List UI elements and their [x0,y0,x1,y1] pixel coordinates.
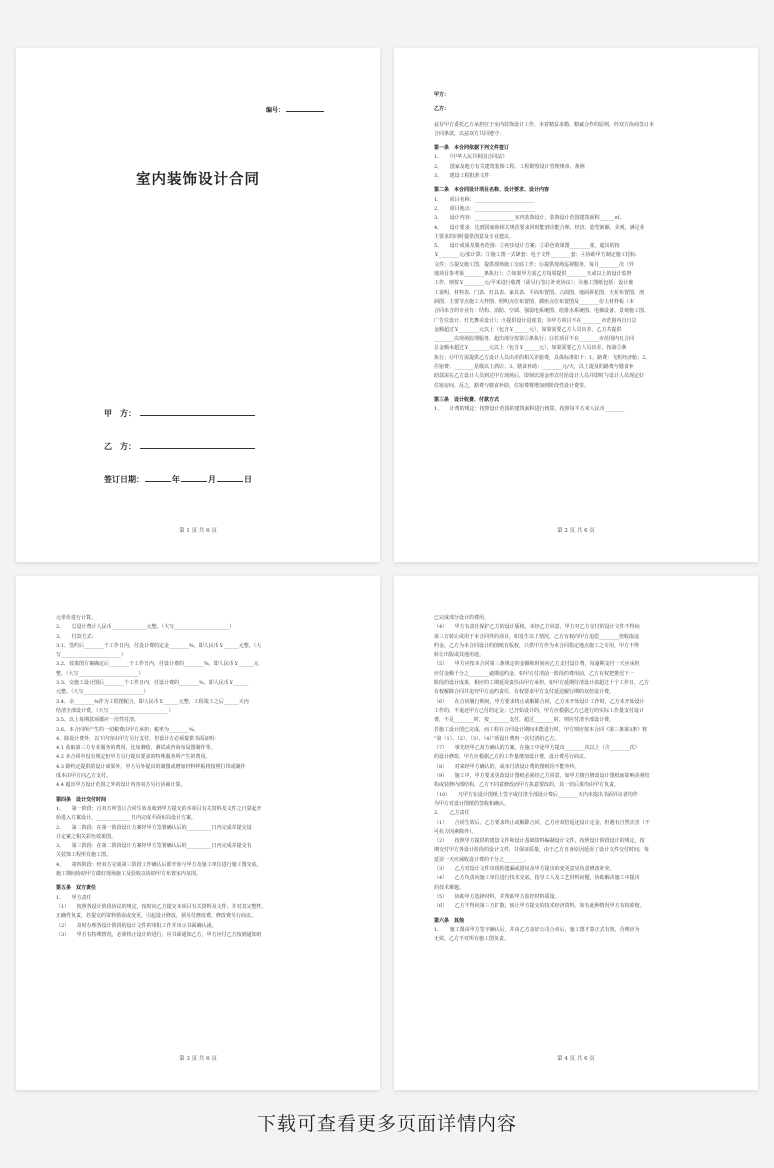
paragraph-line: 若施工设计图已完成，而工程在合同设计期间未能进行时，甲方则应按本合同《第三条第3条》将 [434,726,648,733]
doc-number-blank [286,111,324,112]
paragraph-line: 4、除设计费外，以下内容由甲方另行支付，但设计方必须提供书面证明： [56,735,220,742]
paragraph-line: （9） 施工中，甲方要求更改设计图纸必须经乙方同意，如甲方擅自修改设计图纸而影响美观结 [434,773,650,780]
paragraph-line: 住宿费：________星级以上酒店；3、膳食补助：________元/天，以上提及的路费与膳食补 [434,364,634,371]
paragraph-line: 1、 计费的规定：按照设计范围的建筑面积进行核算，按照每平方米人民币________ [434,406,625,413]
paragraph-line: 1、 施工图由甲方签字确认后，并由乙方盖好公司合章后，施工图才算正式有效，否则应为 [434,926,640,933]
paragraph-line: （6） 在合同履行期间，甲方要求终止或解除合同，乙方未开始设计工作时，乙方未开始设计 [434,698,645,705]
page-number: 第 3 页 共 6 页 [179,1056,217,1062]
page-number: 第 1 页 共 6 页 [179,528,217,534]
paragraph-line: 构或装修内部结构，乙方不同意修改而甲方执意要改的，其一切后果均由甲方负责。 [434,782,620,789]
section-heading: 第三条 设计收费、付款方式 [434,396,500,403]
paragraph-line: 主要求的同时提供创意及专业建议。 [434,233,515,240]
paragraph-line: 兹有甲方委托乙方承担位于室内装饰设计工作，本着精益求精、精诚合作的原则，经双方协商签订本 [434,121,655,128]
download-banner: 下载可查看更多页面详情内容 [256,1113,517,1135]
section-heading: 甲方： [434,92,450,98]
paragraph-line: 2、 第二阶段：在第一阶段设计方案经甲方签署确认后的__________日内完成并提交设 [56,824,252,831]
paragraph-line: 4.2 本合同中没有规定但甲方另行提出要求的特殊服务所产生的费用。 [56,754,211,761]
contract-page-2 [394,48,758,562]
party-a-blank [140,415,255,416]
paragraph-line: 4.3 除约定提供的设计成果外，甲方另外提出的制图或增加材料样板将按照打印或制作 [56,763,246,770]
paragraph-line: （4） 乙方负责向施工单位进行技术交底，指导工人及工艺材料问题，协助解决施工中提出 [434,875,640,882]
section-heading: 第五条 双方责任 [56,885,97,892]
paragraph-line: 成本由甲方向乙方支付。 [56,773,112,780]
paragraph-line: 4.4 超出甲方设计范围之外的设计内容双方另行协商计算。 [56,782,186,789]
paragraph-line: 2、 乙方责任 [434,810,470,817]
paragraph-line: 3.6、本合同所产生的一切税费由甲方承担；税率为________%。 [56,726,199,733]
party-a-label: 甲 方： [104,408,136,418]
party-b-blank [140,448,255,449]
paragraph-line: （8） 对来经甲方确认的，或未付清设计费的图纸均不能外传。 [434,763,580,770]
paragraph-line: 5、 设计成果及服务范围：①初步设计方案；②彩色效果图________张，超出的按 [434,243,620,250]
paragraph-line: （5） 协助甲方选择材料，并帮助甲方监控材料质量。 [434,893,560,900]
paragraph-line: 计定案之相关彩色效果图。 [56,833,117,840]
page-body [434,614,718,944]
paragraph-line: 元单价进行计算。 [56,615,97,621]
month-blank [181,481,207,482]
paragraph-line: 期交付甲方各设计阶段的设计文件，并保证质量，由于乙方自身原因延误了设计文件交付时间，每 [434,847,650,854]
paragraph-line: 元整。（大写________________________） [56,689,149,696]
paragraph-line: 的设计修改，甲方应根据乙方的工作量增加设计费，设计费另行商议。 [434,754,590,761]
section-heading: 第一条 本合同依据下列文件签订 [434,145,510,152]
paragraph-line: 地项目参考第________条执行）；⑦如果甲方需乙方每周提供________天或以上的设计监督 [434,271,632,278]
paragraph-line: 2、 国家及地方有关建筑装饰工程、工程勘察设计管理规章、条例 [434,163,585,170]
paragraph-line: “第（1）、（2）、（3）、（4）”项设计费再一次付清给乙方。 [434,735,560,742]
paragraph-line: 3.4、余________%作为工程图配合，即人民币￥______元整，工程竣工之后______天内 [56,698,249,705]
month-label: 月 [208,474,216,484]
section-heading: 乙方： [434,106,450,113]
paragraph-line: 合同未含的专业有：结构、消防、空调、强弱电系统图、给排水系统图、电梯设备、景观施工图、 [434,308,650,315]
paragraph-line: 阶段的设计成果，相应的工期延误责任由甲方承担，如甲方延期付清设计款超过十个工作日，乙方 [434,680,650,687]
paragraph-line: 广告位设计、灯光舞美设计）；⑨提供设计进度表；⑩甲方项目不在________市范围内自日总 [434,317,637,324]
paragraph-line: 工说明、材料表、门表、灯具表、家具表、平面布置图、立面图、地面拼花图、天花布置图、剖 [434,289,645,296]
paragraph-line: （1） 合同生效后，乙方要求终止或解除合同，乙方应双倍返还设计定金，但遇有自然灾害（不 [434,819,650,826]
paragraph-line: 1、 项目名称：________________________ [434,196,535,203]
paragraph-line: 1、 《中华人民共和国合同法》 [434,154,508,161]
page-body [56,614,340,940]
paragraph-line: 4、 设计要求：达到国家和相关规范要求同时能到功能合理、经济、造型新颖、美观，满足业 [434,224,645,231]
year-label: 年 [172,474,180,484]
paragraph-line: 3.3、交施工设计图后________个工作日内，付设计费的________%，即人民币￥______ [56,680,249,687]
paragraph-line: 为甲方对设计图纸的签收和确认。 [434,800,510,807]
paragraph-line: （10） 凡甲方在设计图纸上签字或付清全部设计费后________天内未提出书面异议者均作 [434,791,638,798]
paragraph-line: 文件；⑤提交施工图，提供现场施工交底工作；⑥提供现场巡视服务，每月________次（异 [434,261,635,268]
paragraph-line: 3、 付款方式： [56,633,97,640]
date-label: 签订日期： [104,474,144,484]
paragraph-line: 整。（大写________________________） [56,670,144,677]
paragraph-line: 3.5、以上每期款项都应一次性付清。 [56,717,139,724]
paragraph-line: 住宿房间，反之，路费与膳食补助，住宿费将增加到阶段性设计费里。 [434,382,590,389]
paragraph-line: 2、 总设计费计人民币______________元整。（大写______________________） [56,624,235,631]
paragraph-line: 可抗力因素除外）。 [434,828,477,835]
section-heading: 第六条 其他 [434,917,465,924]
paragraph-line: 第三方转让或用于本合同外的项目，如发生以上情况，乙方有权向甲方追偿________倍收取违 [434,633,640,640]
section-heading: 第二条 本合同设计项目名称、设计要求、设计内容 [434,187,550,194]
paragraph-line: （7） 事先经甲乙双方确认的方案，在施工中途甲方提出________次以上（含________次） [434,745,640,752]
page-number: 第 2 页 共 6 页 [557,528,595,534]
paragraph-line: 4.1 获取第三方专业服务的费用，比如测绘、测试或咨询布局图制作等。 [56,745,216,752]
paragraph-line: 工作，则按￥________元/平米进行收费（需另行签订补充协议）；⑧施工图纸包括：设计施 [434,280,634,287]
paragraph-line: ________次现场监理服务，超出部分按第⑤条执行；⑪若项目不在________市范围内且合同 [434,336,635,343]
paragraph-line: 关装饰工程所有施工图。 [56,852,112,859]
paragraph-line: 无效，乙方不对所有施工图负责。 [434,936,510,943]
page-number: 第 4 页 共 6 页 [557,1056,595,1062]
paragraph-line: 正确性负责，若提交的资料错误或变更，引起设计修改，须另付修改费，修改费另行商议。 [56,913,257,920]
contract-title: 室内装饰设计合同 [136,171,260,188]
party-b-signature [104,441,255,452]
section-heading: 第四条 设计交付时间 [56,796,107,803]
paragraph-line: 4、 第四阶段：经双方完成第三阶段工作确认后即开始与甲方及施工单位进行施工图交底， [56,861,262,868]
party-b-label: 乙 方： [104,441,136,451]
paragraph-line: 始进入方案设计，______________日内完成平面布局设计方案。 [56,815,197,822]
day-blank [217,481,243,482]
paragraph-line: 1、 甲方责任 [56,894,92,901]
year-blank [145,481,171,482]
paragraph-line: 结清全部设计费。（大写________________________） [56,707,174,714]
paragraph-line: 有权解除合同并追究甲方违约责任，有权要求甲方支付延迟履行期的双倍设计费。 [434,689,615,696]
paragraph-line: 1、 第一阶段：自双方所签订合同生效及收到甲方提交的本项目有关资料及文件之日算起开 [56,805,262,812]
paragraph-line: 3、 设计内容：________________室内装饰设计，装饰设计范围建筑面积______㎡。 [434,215,625,222]
page-body [434,86,718,415]
party-a-signature [104,408,255,419]
contract-page-1 [16,48,380,562]
paragraph-line: 2、 项目地点：________________________ [434,205,535,212]
paragraph-line: （3） 甲方有特殊情况，必须终止设计的进行，应书面通知乙方，甲方应付乙方按到通知时 [56,931,262,938]
paragraph-line: 施工期间协助甲方做好现场施工及验收以协助甲方布置室内氛围。 [56,871,202,878]
paragraph-line: （6） 乙方不得向第三方扩散、转让甲方提交的技术经济资料，如有此种情况甲方有权索赔。 [434,903,645,910]
paragraph-line: 执行；⑫甲方需提供乙方设计人员出差的相关差旅费，具体标准如下：1、路费：飞机经济舱；2、 [434,354,651,361]
paragraph-line: 3、 第三阶段：在第二阶段设计方案经甲方签署确认后的__________日内完成并提交有 [56,843,252,850]
paragraph-line: 总金额未超过￥________元以上（包含￥______元），如果需要乙方人员出差，按第⑤条 [434,345,627,352]
paragraph-line: （3） 乙方对设计文件出现的遗漏或错误及甲方提出的变更意见负责修改补充。 [434,866,615,873]
paragraph-line: 的技术难题。 [434,884,465,891]
paragraph-line: 延误一天应减收设计费的千分之________。 [434,856,530,863]
doc-number [266,105,324,114]
contract-page-3 [16,576,380,1090]
signing-date [104,474,252,485]
paragraph-line: 应付金额千分之________逾期违约金，如甲方付清前一阶段的费用前，乙方有权把推迟下一 [434,670,635,677]
paragraph-line: 转让出版或其他用途。 [434,652,485,659]
paragraph-line: （2） 按照甲方提供的建设文件和设计基础资料编制设计文件，按照设计阶段设计的规定，按 [434,838,645,845]
paragraph-line: 金额超过￥________元以上（包含￥______元），如果需要乙方人员出差，乙方共提供 [434,326,622,333]
paragraph-line: ￥________元/张计算；③施工图一式肆套：电子文件________套；④协助甲方制定施工招标 [434,252,636,259]
paragraph-line: 写________________________） [56,652,127,659]
contract-page-4 [394,576,758,1090]
paragraph-line: 费，不足________时，按________支付，超过________时，则应付清全部设计费， [434,717,615,724]
paragraph-line: （4） 甲方有责任保护乙方的设计版权，未经乙方同意，甲方对乙方交付的设计文件不得向 [434,624,640,631]
paragraph-line: 约金，乙方为本合同设计的图纸有版权，只供甲方作为本合同指定地点施工之专用，甲方不得 [434,642,640,649]
paragraph-line: 合同条款，以兹双方共同遵守： [434,130,505,137]
paragraph-line: 3、 建设工程批准文件 [434,173,490,180]
paragraph-line: 助款需在乙方设计人员到达甲方现场后，即刻以现金形式付给设计人员并即时与设计人员现定好 [434,373,645,380]
paragraph-line: （2） 及时办理各设计阶段的设计文件的审批工作并出示书面确认函。 [56,922,217,929]
paragraph-line: 工作的，不退还甲方已付的定金；已开始设计的，甲方应根据乙方已进行的实际工作量支付设计 [434,707,645,714]
paragraph-line: 面图、主要节点施工大样图、照明点位布置图、插座点位布置图及________份主材样板（本 [434,298,635,305]
paragraph-line: （1） 按照各设计阶段协议的规定，按时向乙方提交本项目有关资料及文件，并对其完整性、 [56,903,267,910]
paragraph-line: 3.2、效果图方案确定后________个工作日内，付设计费的________%，即人民币￥______元 [56,661,259,668]
paragraph-line: （5） 甲方应按本合同第三条规定的金额和时间向乙方支付设计费，每逾期支付一天应承担 [434,661,640,668]
paragraph-line: 已完成部分设计的费用。 [434,615,490,621]
doc-number-label: 编号： [265,107,284,114]
day-label: 日 [244,474,252,484]
paragraph-line: 3.1、签约后________个工作日内，付设计费的定金________%，即人民币￥______元整。（大 [56,642,262,649]
